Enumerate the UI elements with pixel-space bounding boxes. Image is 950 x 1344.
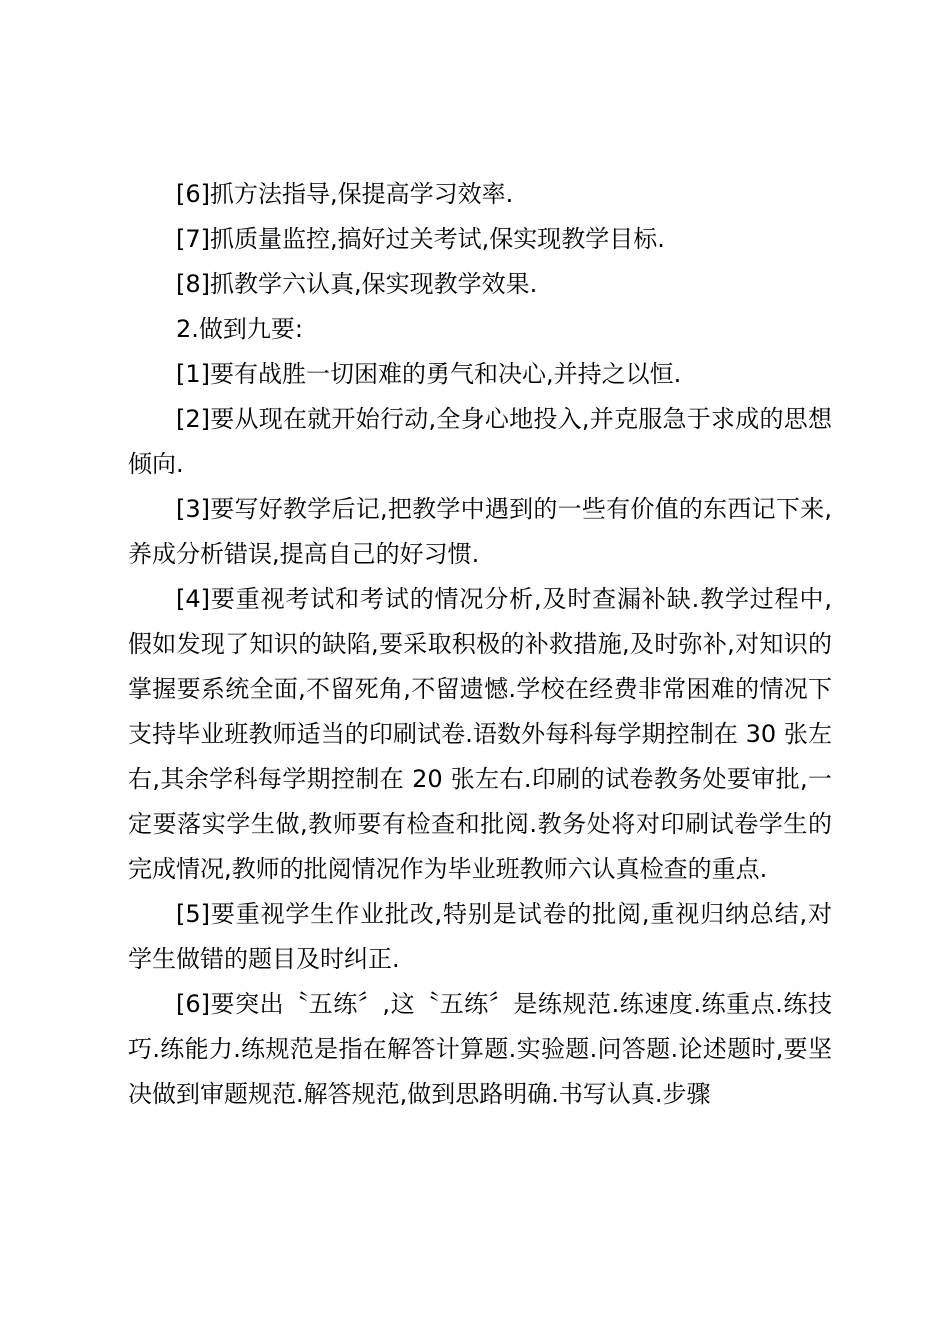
paragraph-teaching-notes: [3]要写好教学后记,把教学中遇到的一些有价值的东西记下来,养成分析错误,提高自己的好习惯.: [128, 495, 832, 568]
paragraph-five-drills: [6]要突出〝五练〞,这〝五练〞是练规范.练速度.练重点.练技巧.练能力.练规范是指在解答计算题.实验题.问答题.论述题时,要坚决做到审题规范.解答规范,做到思路明确.书写认真.步骤: [128, 990, 832, 1108]
paragraph-quality-monitoring: [7]抓质量监控,搞好过关考试,保实现教学目标.: [176, 225, 665, 253]
paragraph-six-earnest: [8]抓教学六认真,保实现教学效果.: [176, 270, 538, 298]
paragraph-exam-analysis: [4]要重视考试和考试的情况分析,及时查漏补缺.教学过程中,假如发现了知识的缺陷,要采取积极的补救措施,及时弥补,对知识的掌握要系统全面,不留死角,不留遗憾.学校在经费非常困难的情况下支持毕业班教师适当的印刷试卷.语数外每科每学期控制在 30 张左右,其余学科每学期控制在 20 张左右.印刷的试卷教务处要审批,一定要落实学生做,教师要有检查和批阅.教务处将对印刷试卷学生的完成情况,教师的批阅情况作为毕业班教师六认真检查的重点.: [128, 585, 832, 883]
paragraph-method-guidance: [6]抓方法指导,保提高学习效率.: [176, 180, 514, 208]
document-body: [128, 172, 832, 1117]
paragraph-homework-correction: [5]要重视学生作业批改,特别是试卷的批阅,重视归纳总结,对学生做错的题目及时纠正.: [128, 900, 832, 973]
paragraph-courage: [1]要有战胜一切困难的勇气和决心,并持之以恒.: [176, 360, 682, 388]
paragraph-act-now: [2]要从现在就开始行动,全身心地投入,并克服急于求成的思想倾向.: [128, 405, 832, 478]
section-heading-nine-musts: 2.做到九要:: [176, 315, 303, 343]
